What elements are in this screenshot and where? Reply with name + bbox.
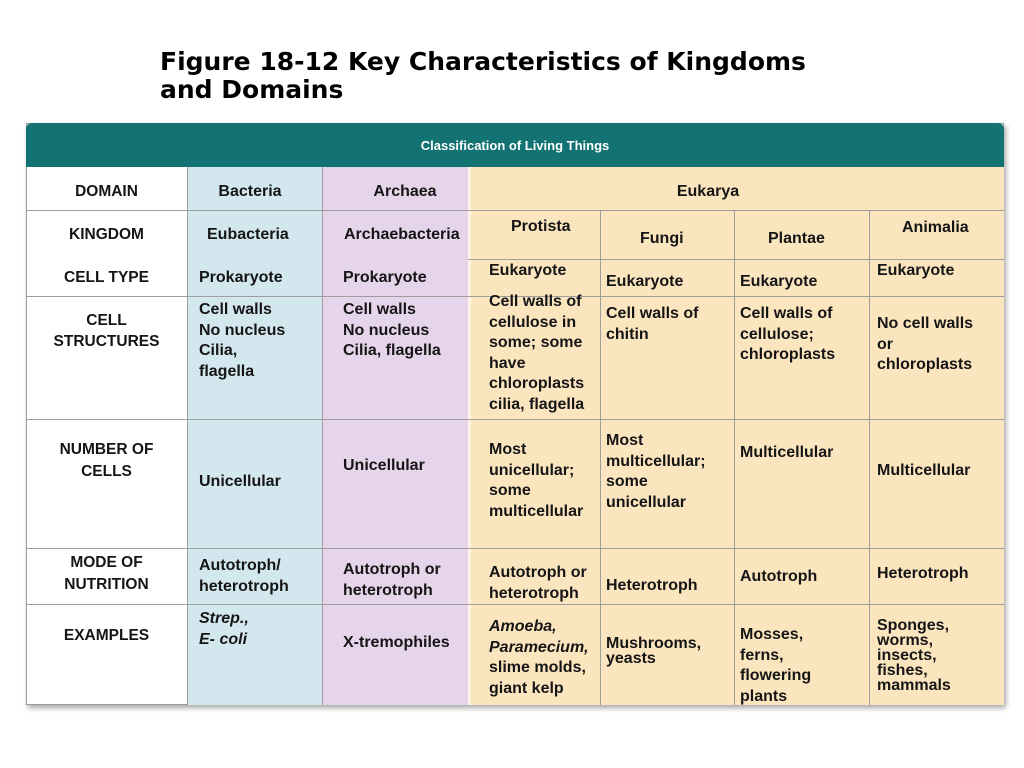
examples-line: mammals (877, 677, 951, 694)
examples-animalia (877, 618, 951, 693)
grid-line-kingdom-eukarya (468, 259, 1004, 260)
cell-structures-eubacteria (199, 300, 285, 382)
examples-line: slime molds, (489, 659, 586, 676)
row-label-cell-type: CELL TYPE (64, 269, 149, 286)
row-label-mode-of-nutrition (26, 552, 187, 595)
cell-structures-line: chitin (606, 325, 649, 343)
examples-line: Mosses, (740, 626, 804, 643)
examples-line: plants (740, 687, 788, 705)
row-label-examples: EXAMPLES (63, 627, 150, 644)
cell-structures-line: Cell walls of (489, 293, 582, 310)
grid-line-col-2 (322, 167, 323, 705)
cell-structures-line: flagella (199, 362, 255, 380)
domain-bacteria: Bacteria (218, 183, 282, 200)
examples-protista (489, 617, 589, 699)
examples-line: Mushrooms, (606, 635, 702, 652)
row-label-cell-structures (26, 311, 187, 352)
figure-title (160, 48, 860, 104)
nutrition-fungi: Heterotroph (606, 577, 698, 594)
grid-line-cell-structures (26, 419, 1004, 420)
kingdom-fungi: Fungi (640, 230, 684, 247)
cell-structures-line: Cell walls of (606, 305, 699, 322)
cell-structures-line: cellulose; (740, 325, 814, 343)
examples-line: worms, (877, 632, 934, 649)
row-label-kingdom: KINGDOM (69, 226, 144, 243)
nutrition-eubacteria (199, 556, 289, 597)
number-of-cells-fungi (606, 431, 706, 513)
row-label-cell-structures-line: STRUCTURES (53, 332, 160, 350)
kingdom-eubacteria: Eubacteria (207, 226, 289, 243)
number-of-cells-line: some (606, 473, 648, 490)
cell-type-fungi: Eukaryote (606, 273, 684, 290)
cell-structures-line: Cell walls (199, 301, 272, 318)
row-label-cell-structures-line: CELL (86, 312, 127, 329)
row-label-mode-of-nutrition-line: MODE OF (70, 554, 143, 571)
grid-line-number-of-cells (26, 548, 1004, 549)
grid-line-col-protista (600, 210, 601, 705)
number-of-cells-line: Most (606, 432, 644, 449)
nutrition-line: heterotroph (343, 581, 433, 599)
nutrition-line: Autotroph or (343, 561, 441, 578)
nutrition-line: heterotroph (489, 584, 579, 602)
grid-line-col-fungi (734, 210, 735, 705)
cell-structures-line: chloroplasts (740, 346, 836, 363)
number-of-cells-line: unicellular; (489, 461, 575, 479)
cell-structures-archaebacteria (343, 300, 441, 362)
cell-structures-line: cilia, flagella (489, 395, 585, 413)
cell-type-protista: Eukaryote (489, 262, 567, 279)
grid-line-mode-of-nutrition (26, 604, 1004, 605)
number-of-cells-protista (489, 440, 583, 522)
nutrition-line: Autotroph or (489, 564, 587, 581)
examples-line: insects, (877, 647, 937, 664)
grid-line-domain (26, 210, 1004, 211)
domain-eukarya: Eukarya (676, 183, 740, 200)
number-of-cells-line: multicellular; (606, 452, 706, 470)
row-label-domain: DOMAIN (75, 183, 138, 200)
kingdom-archaebacteria: Archaebacteria (344, 226, 460, 243)
examples-line: giant kelp (489, 679, 564, 697)
row-label-mode-of-nutrition-line: NUTRITION (64, 575, 149, 593)
cell-structures-line: No cell walls (877, 315, 974, 332)
number-of-cells-line: some (489, 482, 531, 499)
cell-structures-line: some; some (489, 334, 583, 351)
cell-structures-animalia (877, 314, 973, 376)
eukarya-column-divider (468, 167, 471, 705)
examples-line: fishes, (877, 662, 928, 679)
cell-structures-line: Cell walls of (740, 305, 833, 322)
figure-title-line-2: Kingdoms and Domains (160, 47, 806, 104)
examples-line: Paramecium, (489, 638, 589, 656)
grid-line-col-1 (187, 167, 188, 705)
examples-line: Amoeba, (489, 618, 557, 635)
figure-title-line-1: Figure 18-12 Key Characteristics of (160, 47, 658, 76)
cell-type-archaebacteria: Prokaryote (343, 269, 427, 286)
examples-archaebacteria: X-tremophiles (343, 634, 450, 651)
cell-structures-line: Cilia, (199, 342, 238, 359)
number-of-cells-line: multicellular (489, 502, 584, 520)
kingdom-plantae: Plantae (768, 230, 825, 247)
nutrition-protista (489, 563, 587, 604)
domain-archaea: Archaea (373, 183, 437, 200)
cell-structures-line: No nucleus (343, 321, 430, 339)
nutrition-line: Autotroph/ (199, 557, 281, 574)
examples-line: Strep., (199, 610, 249, 627)
cell-type-eubacteria: Prokaryote (199, 269, 283, 286)
number-of-cells-line: Most (489, 441, 527, 458)
number-of-cells-plantae: Multicellular (740, 444, 834, 461)
cell-structures-line: cellulose in (489, 313, 577, 331)
cell-structures-protista (489, 292, 584, 415)
nutrition-archaebacteria (343, 560, 441, 601)
grid-line-col-plantae (869, 210, 870, 705)
table-banner: Classification of Living Things (26, 123, 1004, 167)
cell-type-plantae: Eukaryote (740, 273, 818, 290)
cell-structures-line: have (489, 354, 526, 372)
cell-structures-line: Cell walls (343, 301, 416, 318)
row-label-number-of-cells (26, 439, 187, 483)
examples-eubacteria (199, 609, 249, 650)
cell-structures-plantae (740, 304, 835, 366)
number-of-cells-line: unicellular (606, 493, 687, 511)
number-of-cells-animalia: Multicellular (877, 462, 971, 479)
examples-line: E- coli (199, 630, 248, 648)
number-of-cells-eubacteria: Unicellular (199, 473, 281, 490)
row-label-number-of-cells-line: NUMBER OF (59, 441, 154, 458)
cell-structures-line: or (877, 335, 893, 353)
cell-structures-line: chloroplasts (877, 356, 973, 373)
cell-type-animalia: Eukaryote (877, 262, 955, 279)
cell-structures-line: chloroplasts (489, 375, 585, 392)
nutrition-plantae: Autotroph (740, 568, 818, 585)
examples-fungi (606, 636, 701, 666)
cell-structures-line: No nucleus (199, 321, 286, 339)
nutrition-animalia: Heterotroph (877, 565, 969, 582)
examples-line: yeasts (606, 650, 656, 667)
kingdom-protista: Protista (511, 218, 571, 235)
examples-line: ferns, (740, 646, 784, 664)
examples-plantae (740, 625, 811, 707)
cell-structures-line: Cilia, flagella (343, 342, 441, 359)
archaea-column-background (322, 167, 468, 705)
cell-structures-fungi (606, 304, 698, 345)
nutrition-line: heterotroph (199, 577, 289, 595)
number-of-cells-archaebacteria: Unicellular (343, 457, 425, 474)
row-label-number-of-cells-line: CELLS (81, 463, 132, 480)
examples-line: flowering (740, 667, 812, 684)
examples-line: Sponges, (877, 617, 950, 634)
kingdom-animalia: Animalia (902, 219, 969, 236)
